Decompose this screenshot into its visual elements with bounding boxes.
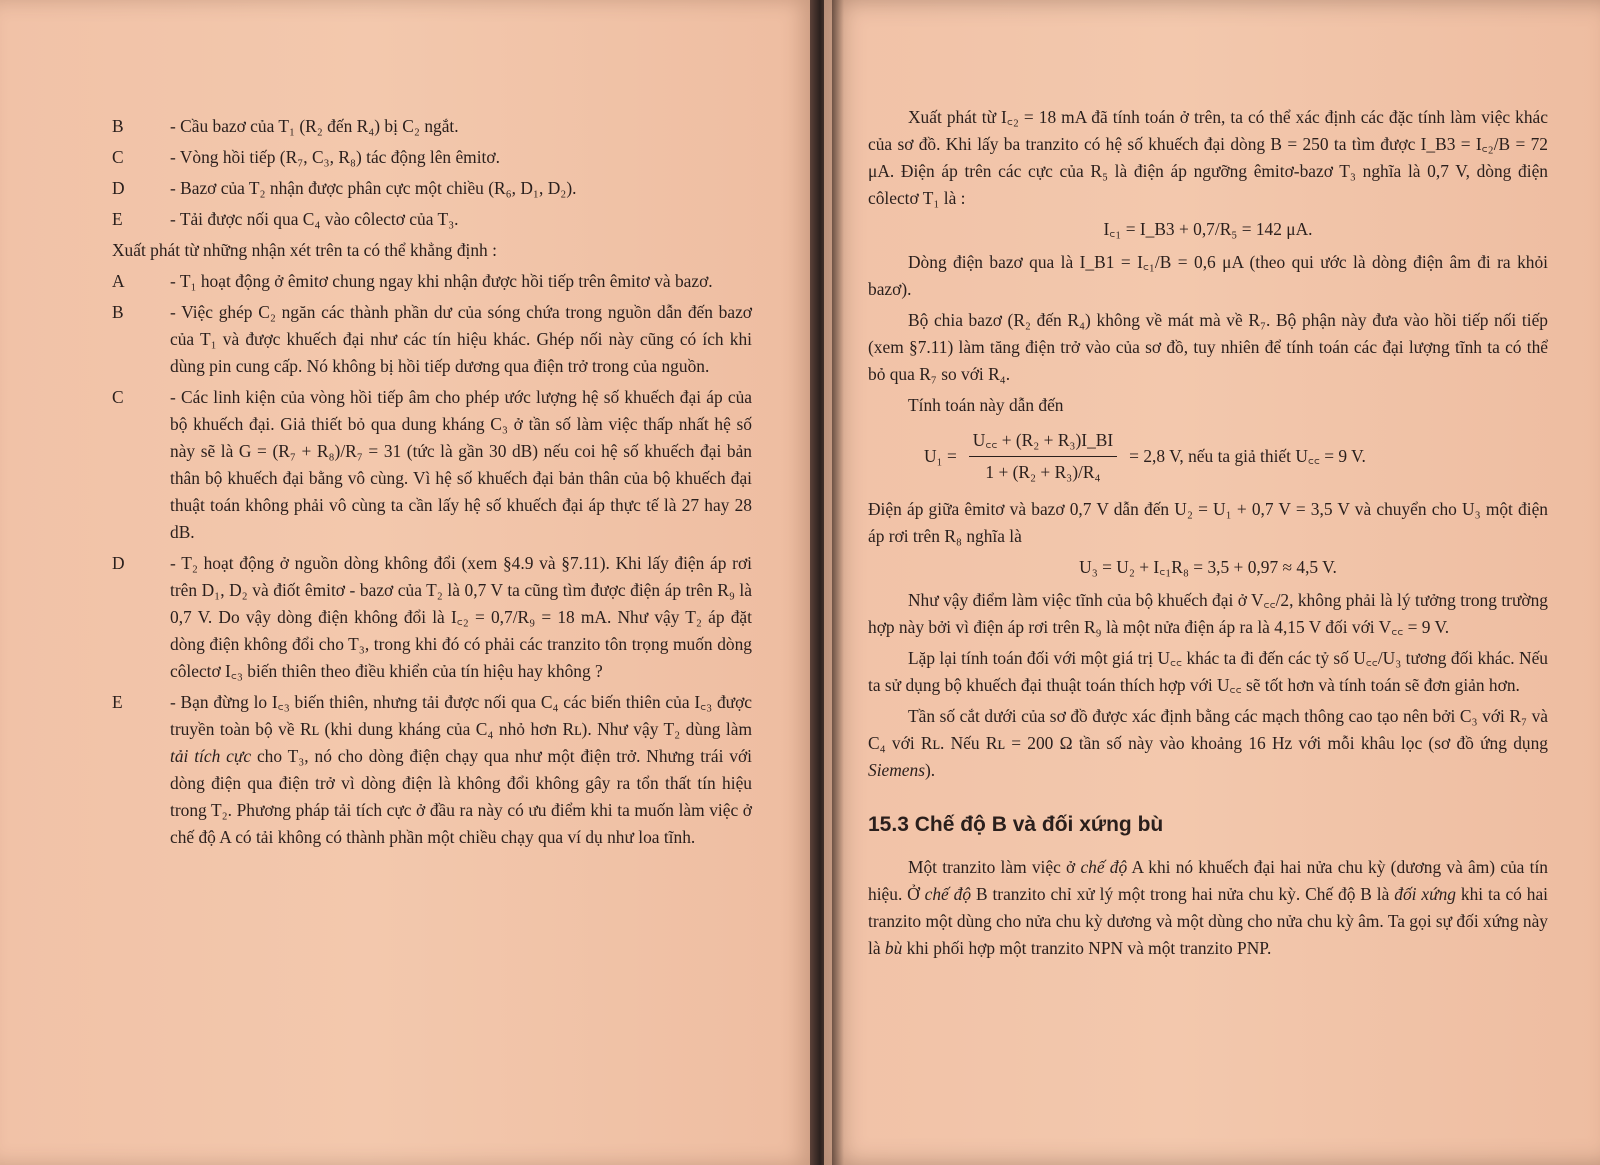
class-b-part-d: khi ta có hai tranzito một dùng cho nửa chu kỳ dương và một dùng cho nửa chu kỳ âm. Ta gọi sự đối xứng này là — [868, 884, 1549, 958]
paragraph-operating-point: Như vậy điểm làm việc tĩnh của bộ khuếch đại ở V꜀꜀/2, không phải là lý tưởng trong trường hợp này bởi vì điện áp rơi trên R₉ là một nửa điện áp ra là 4,15 V đối với V꜀꜀ = 9 V. — [868, 590, 1548, 637]
class-b-part-f: khi phối hợp một tranzito NPN và một tranzito PNP. — [902, 938, 1272, 958]
class-b-emph-4: bù — [884, 938, 903, 958]
note-d-label: D — [112, 178, 125, 198]
paragraph-cutoff-before: Tần số cắt dưới của sơ đồ được xác định bằng các mạch thông cao tạo nên bởi C₃ với R₇ và C₄ với Rʟ. Nếu Rʟ = 200 Ω tần số này vào khoảng 16 Hz với mỗi khâu lọc (sơ đồ ứng dụng — [868, 706, 1548, 753]
gutter-shadow — [832, 0, 844, 1165]
paragraph-base-divider: Bộ chia bazơ (R₂ đến R₄) không về mát mà về R₇. Bộ phận này đưa vào hồi tiếp nối tiếp (xem §7.11) làm tăng điện trở vào của sơ đồ, tuy nhiên để tính toán các đại lượng tĩnh ta có thể bỏ qua R₇ so với R₄. — [868, 310, 1548, 384]
conclusion-c-text: - Các linh kiện của vòng hồi tiếp âm cho phép ước lượng hệ số khuếch đại áp của bộ khuếch đại. Giả thiết bỏ qua dung kháng C₃ ở tần số làm việc thấp nhất hệ số này sẽ là G = (R₇ + R₈)/R₇ = 31 (tức là gần 30 dB) nếu coi hệ số khuếch đại bản thân bộ khuếch đại bằng vô cùng. Vì hệ số khuếch đại bản thân của bộ khuếch đại thuật toán không phải vô cùng ta cần lấy hệ số khuếch đại áp thực tế là 27 hay 28 dB. — [170, 387, 752, 542]
class-b-emph-3: đối xứng — [1394, 884, 1456, 904]
conclusion-e-text-after: cho T₃, nó cho dòng điện chạy qua như một điện trở. Nhưng trái với dòng điện qua điện trở vì dòng điện là không đổi không gây ra tổn thất tín hiệu trong T₂. Phương pháp tải tích cực ở đầu ra này có ưu điểm khi ta muốn làm việc ở chế độ A có tải không có thành phần một chiều chạy qua ví dụ như loa tĩnh. — [170, 746, 752, 847]
note-d-text: - Bazơ của T₂ nhận được phân cực một chiều (R₆, D₁, D₂). — [170, 178, 577, 198]
right-page-text — [868, 104, 1548, 966]
equation-u1-lhs: U₁ = — [924, 446, 957, 466]
equation-u1-fraction — [969, 427, 1117, 486]
equation-u1-denominator: 1 + (R₂ + R₃)/R₄ — [985, 462, 1101, 482]
conclusion-d-label: D — [112, 553, 125, 573]
conclusion-c — [112, 384, 752, 546]
paragraph-ic2: Xuất phát từ I꜀₂ = 18 mA đã tính toán ở trên, ta có thể xác định các đặc tính làm việc khác của sơ đồ. Khi lấy ba tranzito có hệ số khuếch đại dòng B = 250 ta tìm được I_B3 = I꜀₂/B = 72 μA. Điện áp trên các cực của R₅ là điện áp ngưỡng êmitơ-bazơ T₃ nghĩa là 0,7 V, dòng điện côlectơ T₁ là : — [868, 107, 1548, 208]
paragraph-u2: Điện áp giữa êmitơ và bazơ 0,7 V dẫn đến U₂ = U₁ + 0,7 V = 3,5 V và chuyển cho U₃ một điện áp rơi trên R₈ nghĩa là — [868, 499, 1548, 546]
note-e-label: E — [112, 209, 123, 229]
equation-u1 — [924, 427, 1548, 486]
right-page — [824, 0, 1600, 1165]
conclusion-b-text: - Việc ghép C₂ ngăn các thành phần dư của sóng chứa trong nguồn dẫn đến bazơ của T₁ và được khuếch đại như các tín hiệu khác. Ghép nối này cũng có ích khi dùng pin cung cấp. Nó không bị hồi tiếp dương qua điện trở trong của nguồn. — [170, 302, 752, 376]
note-c-label: C — [112, 147, 124, 167]
note-e — [112, 206, 752, 233]
paragraph-ib1: Dòng điện bazơ qua là I_B1 = I꜀₁/B = 0,6 μA (theo qui ước là dòng điện âm đi ra khỏi bazơ). — [868, 252, 1548, 299]
conclusion-d — [112, 550, 752, 685]
left-page-text — [112, 113, 752, 855]
conclusion-c-label: C — [112, 387, 124, 407]
conclusion-a — [112, 268, 752, 295]
conclusion-b — [112, 299, 752, 380]
paragraph-class-b — [868, 854, 1548, 962]
class-b-emph-1: chế độ — [1080, 857, 1128, 877]
note-b — [112, 113, 752, 140]
note-c-text: - Vòng hồi tiếp (R₇, C₃, R₈) tác động lên êmitơ. — [170, 147, 500, 167]
note-d — [112, 175, 752, 202]
note-b-label: B — [112, 116, 124, 136]
conclusion-e — [112, 689, 752, 851]
note-b-text: - Cầu bazơ của T₁ (R₂ đến R₄) bị C₂ ngắt. — [170, 116, 459, 136]
equation-u3: U₃ = U₂ + I꜀₁R₈ = 3,5 + 0,97 ≈ 4,5 V. — [1079, 557, 1337, 577]
equation-ic1: I꜀₁ = I_B3 + 0,7/R₅ = 142 μA. — [1103, 219, 1313, 239]
conclusion-e-emphasis: tải tích cực — [170, 746, 252, 766]
equation-u1-rhs: = 2,8 V, nếu ta giả thiết U꜀꜀ = 9 V. — [1129, 446, 1366, 466]
class-b-part-c: B tranzito chỉ xử lý một trong hai nửa chu kỳ. Chế độ B là — [971, 884, 1395, 904]
equation-u1-numerator: U꜀꜀ + (R₂ + R₃)I_BI — [969, 427, 1117, 457]
conclusion-d-text: - T₂ hoạt động ở nguồn dòng không đổi (xem §4.9 và §7.11). Khi lấy điện áp rơi trên D₁, D₂ và điốt êmitơ - bazơ của T₂ là 0,7 V ta cũng tìm được điện áp trên R₉ là 0,7 V. Do vậy dòng điện không đổi là I꜀₂ = 0,7/R₉ = 18 mA. Như vậy T₂ áp đặt dòng điện không đổi cho T₃, trong khi đó có phải các tranzito tôn trọng muốn dòng côlectơ I꜀₃ biến thiên theo điều khiển của tín hiệu hay không ? — [170, 553, 752, 681]
paragraph-cutoff-after: ). — [925, 760, 936, 780]
class-b-part-a: Một tranzito làm việc ở — [908, 857, 1081, 877]
lead-paragraph: Xuất phát từ những nhận xét trên ta có thể khẳng định : — [112, 240, 497, 260]
note-c — [112, 144, 752, 171]
paragraph-leads-to: Tính toán này dẫn đến — [908, 395, 1064, 415]
note-e-text: - Tải được nối qua C₄ vào côlectơ của T₃. — [170, 209, 459, 229]
paragraph-cutoff — [868, 703, 1548, 784]
paragraph-cutoff-emphasis: Siemens — [868, 760, 925, 780]
conclusion-a-label: A — [112, 271, 125, 291]
class-b-emph-2: chế độ — [924, 884, 972, 904]
paragraph-repeat-calc: Lặp lại tính toán đối với một giá trị U꜀꜀ khác ta đi đến các tỷ số U꜀꜀/U₃ tương đối khác. Nếu ta sử dụng bộ khuếch đại thuật toán thích hợp với U꜀꜀ sẽ tốt hơn và tính toán sẽ đơn giản hơn. — [868, 648, 1548, 695]
conclusion-a-text: - T₁ hoạt động ở êmitơ chung ngay khi nhận được hồi tiếp trên êmitơ và bazơ. — [170, 271, 713, 291]
class-b-part-b: A khi nó khuếch đại hai nửa chu kỳ (dương và âm) của tín hiệu. Ở — [868, 857, 1548, 904]
conclusion-e-label: E — [112, 692, 123, 712]
conclusion-b-label: B — [112, 302, 124, 322]
conclusion-e-text-before: - Bạn đừng lo I꜀₃ biến thiên, nhưng tải được nối qua C₄ các biến thiên của I꜀₃ được truyền toàn bộ về Rʟ (khi dung kháng của C₄ nhỏ hơn Rʟ). Như vậy T₂ dùng làm — [170, 692, 752, 739]
section-heading: 15.3 Chế độ B và đối xứng bù — [868, 813, 1164, 836]
